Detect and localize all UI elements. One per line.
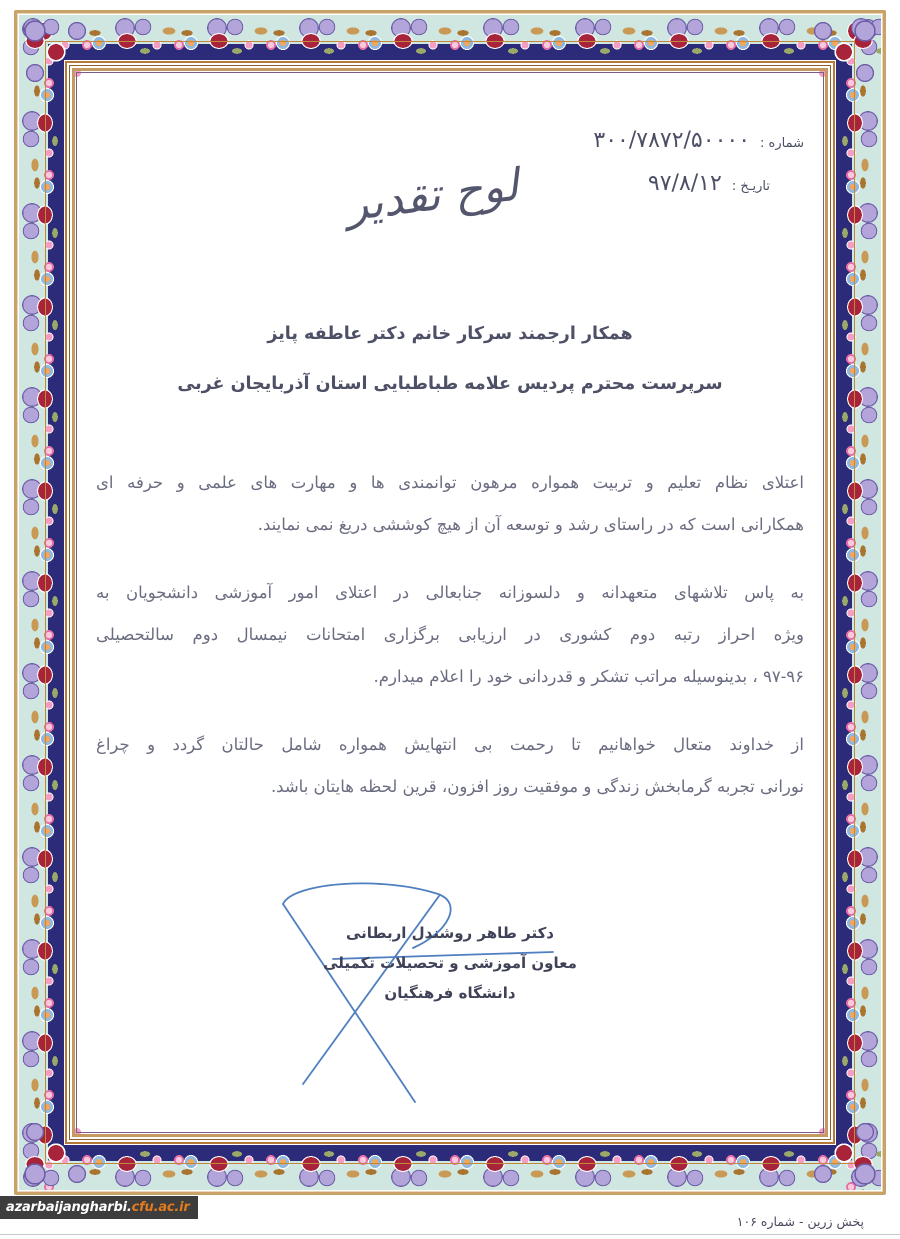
page-bottom-rule [0, 1234, 900, 1235]
paragraph-1-line-1: اعتلای نظام تعلیم و تربیت همواره مرهون توانمندی ها و مهارت های علمی و حرفه ای [96, 473, 804, 492]
signatory-name: دکتر طاهر روشندل اربطانی [345, 924, 554, 942]
body-paragraph-3 [96, 724, 804, 808]
watermark-domain: azarbaijangharbi. [6, 1200, 132, 1215]
body-paragraph-2 [96, 572, 804, 698]
paragraph-3-line-1: از خداوند متعال خواهانیم تا رحمت بی انتهایش همواره شامل حالتان گردد و چراغ [96, 735, 804, 754]
paragraph-2-line-1: به پاس تلاشهای متعهدانه و دلسوزانه جنابعالی در اعتلای امور آموزشی دانشجویان به [96, 583, 804, 602]
certificate-title: لوح تقدیر [343, 159, 522, 232]
document-date-value: ۹۷/۸/۱۲ [647, 171, 722, 196]
document-date-row [474, 171, 804, 196]
recipient-position-line: سرپرست محترم پردیس علامه طباطبایی استان آذربایجان غربی [177, 374, 723, 394]
recipient-block [96, 324, 804, 424]
signatory-role: معاون آموزشی و تحصیلات تکمیلی [323, 954, 577, 972]
body-paragraph-1 [96, 462, 804, 546]
paragraph-2-line-3: ۹۷-۹۶ ، بدینوسیله مراتب تشکر و قدردانی خود را اعلام میدارم. [373, 667, 804, 686]
document-number-label: شماره : [760, 136, 804, 151]
document-meta [474, 128, 804, 214]
signature-wrap [263, 882, 637, 1078]
certificate-content [96, 92, 804, 1112]
document-date-label: تاریـخ : [731, 179, 770, 194]
recipient-name-line: همکار ارجمند سرکار خانم دکتر عاطفه پایز [267, 324, 633, 344]
signatory-organization: دانشگاه فرهنگیان [384, 984, 516, 1002]
paragraph-2-line-2: ویژه احراز رتبه دوم کشوری در ارزیابی برگزاری امتحانات نیمسال دوم سالتحصیلی [96, 625, 804, 644]
watermark-suffix: cfu.ac.ir [131, 1200, 190, 1215]
document-number-row [474, 128, 804, 153]
document-number-value: ۳۰۰/۷۸۷۲/۵۰۰۰۰ [593, 128, 751, 153]
signature-block [96, 882, 804, 1078]
site-watermark [0, 1196, 198, 1219]
paragraph-1-line-2: همکارانی است که در راستای رشد و توسعه آن از هیچ کوششی دریغ نمی نمایند. [257, 515, 804, 534]
print-house-caption: پخش زرین - شماره ۱۰۶ [736, 1214, 864, 1229]
certificate-body [96, 462, 804, 834]
paragraph-3-line-2: نورانی تجربه گرمابخش زندگی و موفقیت روز افزون، قرین لحظه هایتان باشد. [270, 777, 804, 796]
